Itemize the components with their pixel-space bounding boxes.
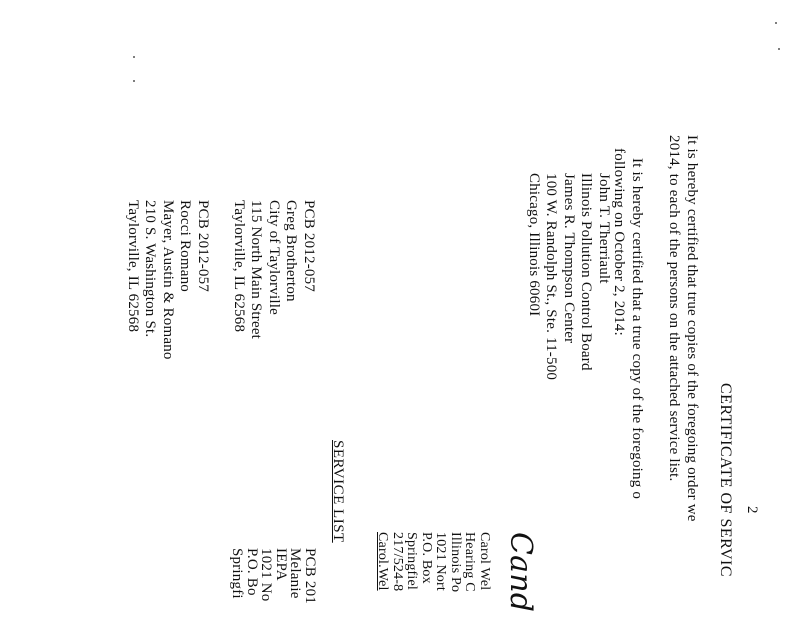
service-entry	[230, 200, 318, 339]
signature-line: 217/524-8	[390, 532, 405, 592]
service-entry-line: 210 S. Washington St.	[142, 200, 159, 338]
service-entry-line: Mayer, Austin & Romano	[160, 200, 176, 360]
paragraph-certification-order	[665, 135, 701, 522]
service-entry-line: 1021 No	[258, 548, 275, 602]
service-entry-line: Greg Brotherton	[283, 200, 300, 302]
signature-line: Springfiel	[404, 532, 420, 590]
service-entry-line: Taylorville, IL 62568	[231, 200, 247, 333]
address-line: 100 W. Randolph St., Ste. 11-500	[543, 173, 560, 381]
address-line: James R. Thompson Center	[561, 173, 577, 344]
service-entry-line: P.O. Bo	[244, 548, 260, 596]
handwritten-signature: Cand	[503, 532, 538, 613]
paragraph-line: It is hereby certified that true copies of the foregoing order we	[684, 135, 700, 522]
service-entry	[124, 200, 212, 360]
paragraph-line: It is hereby certified that a true copy of the foregoing o	[629, 158, 645, 500]
address-line: Illinois Pollution Control Board	[578, 173, 595, 371]
scan-speck	[133, 56, 135, 58]
paragraph-certification-copy	[610, 148, 646, 499]
signature-line: Illinois Po	[448, 532, 463, 593]
service-entry-right	[230, 548, 317, 604]
address-line: Chicago, Illinois 6060I	[526, 173, 542, 317]
service-entry-line: City of Taylorville	[266, 200, 282, 315]
scan-speck	[775, 22, 777, 24]
scan-speck	[778, 48, 780, 50]
service-entry-line: 115 North Main Street	[248, 200, 265, 340]
paragraph-line: 2014, to each of the persons on the attached service list.	[666, 135, 682, 482]
service-list-heading: SERVICE LIST	[330, 440, 346, 543]
service-entry-line: PCB 2012-057	[195, 200, 211, 292]
signature-block	[375, 532, 491, 592]
addressee-block	[525, 173, 613, 380]
paragraph-line: following on October 2, 2014:	[611, 148, 627, 336]
service-entry-line: IEPA	[273, 548, 289, 581]
service-entry-line: Melanie	[287, 548, 304, 599]
scan-speck	[133, 80, 135, 82]
service-entry-line: PCB 201	[302, 548, 318, 605]
address-line: John T. Therriault	[596, 173, 612, 284]
signature-line: Hearing C	[462, 532, 478, 592]
signature-email: Carol.Wel	[375, 532, 391, 591]
signature-line: 1021 Nort	[433, 532, 449, 591]
signature-line: P.O. Box	[419, 532, 434, 584]
service-entry-line: Springfi	[229, 548, 246, 599]
service-entry-line: Taylorville, IL 62568	[125, 200, 141, 333]
page-number: 2	[744, 506, 760, 514]
signature-line: Carol Wel	[477, 532, 492, 591]
certificate-title: CERTIFICATE OF SERVIC	[717, 383, 734, 578]
service-entry-line: PCB 2012-057	[301, 200, 317, 292]
service-entry-line: Rocci Romano	[177, 200, 194, 292]
